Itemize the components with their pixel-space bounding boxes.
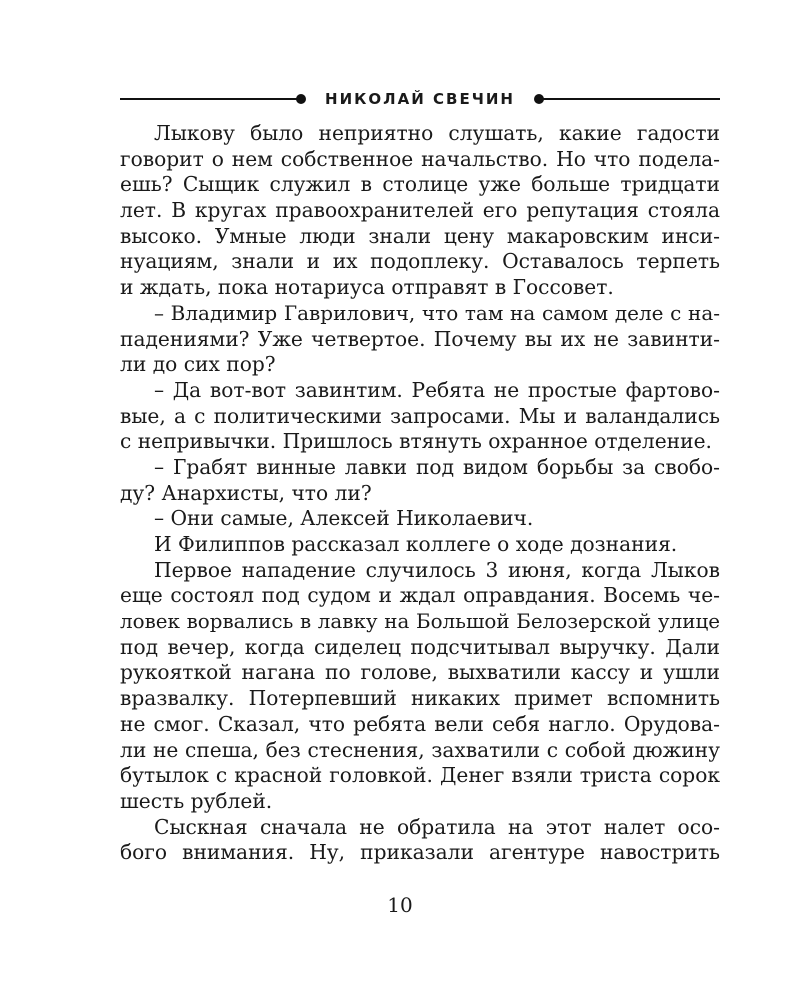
text-line: падениями? Уже четвертое. Почему вы их не завинти-: [120, 326, 720, 351]
text-line: еще состоял под судом и ждал оправдания. Восемь че-: [120, 583, 720, 608]
text-line: Сыскная сначала не обратила на этот налет осо-: [154, 814, 720, 839]
text-line: лет. В кругах правоохранителей его репутация стояла: [120, 198, 720, 223]
text-line: бого внимания. Ну, приказали агентуре навострить: [120, 840, 720, 865]
header-rule-left: [120, 98, 298, 100]
text-line: говорит о нем собственное начальство. Но что подела-: [120, 146, 720, 171]
header-rule-right: [542, 98, 720, 100]
text-line: с непривычки. Пришлось втянуть охранное отделение.: [120, 429, 712, 454]
header-bullet-left: [296, 94, 306, 104]
text-line: Лыкову было неприятно слушать, какие гадости: [154, 121, 720, 145]
header-author: НИКОЛАЙ СВЕЧИН: [325, 90, 515, 108]
text-line: ловек ворвались в лавку на Большой Белозерской улице: [120, 610, 720, 634]
text-line: И Филиппов рассказал коллеге о ходе дознания.: [154, 532, 678, 556]
text-line: и ждать, пока нотариуса отправят в Госсовет.: [120, 275, 614, 300]
running-header: [120, 87, 720, 111]
text-line: ли до сих пор?: [120, 352, 276, 377]
text-line: – Владимир Гаврилович, что там на самом деле с на-: [154, 300, 720, 325]
text-line: ли не спеша, без стеснения, захватили с собой дюжину: [120, 737, 720, 762]
text-line: ду? Анархисты, что ли?: [120, 480, 372, 505]
text-line: бутылок с красной головкой. Денег взяли триста сорок: [120, 763, 720, 788]
text-line: – Они самые, Алексей Николаевич.: [154, 506, 534, 531]
text-line: вразвалку. Потерпевший никаких примет вспомнить: [120, 686, 720, 711]
page-number: 10: [387, 893, 413, 917]
text-line: – Да вот-вот завинтим. Ребята не простые фартово-: [154, 377, 720, 402]
text-line: рукояткой нагана по голове, выхватили кассу и ушли: [120, 660, 720, 685]
text-line: нуациям, знали и их подоплеку. Оставалось терпеть: [120, 249, 720, 274]
text-line: под вечер, когда сиделец подсчитывал выручку. Дали: [120, 634, 720, 659]
text-line: Первое нападение случилось 3 июня, когда Лыков: [154, 557, 720, 582]
text-line: ешь? Сыщик служил в столице уже больше тридцати: [120, 172, 720, 197]
text-line: не смог. Сказал, что ребята вели себя нагло. Орудова-: [120, 711, 720, 736]
text-line: – Грабят винные лавки под видом борьбы за свобо-: [154, 454, 720, 479]
body-text: [120, 121, 720, 866]
text-line: высоко. Умные люди знали цену макаровским инси-: [120, 223, 720, 248]
text-line: вые, а с политическими запросами. Мы и валандались: [120, 403, 720, 428]
text-line: шесть рублей.: [120, 788, 273, 813]
